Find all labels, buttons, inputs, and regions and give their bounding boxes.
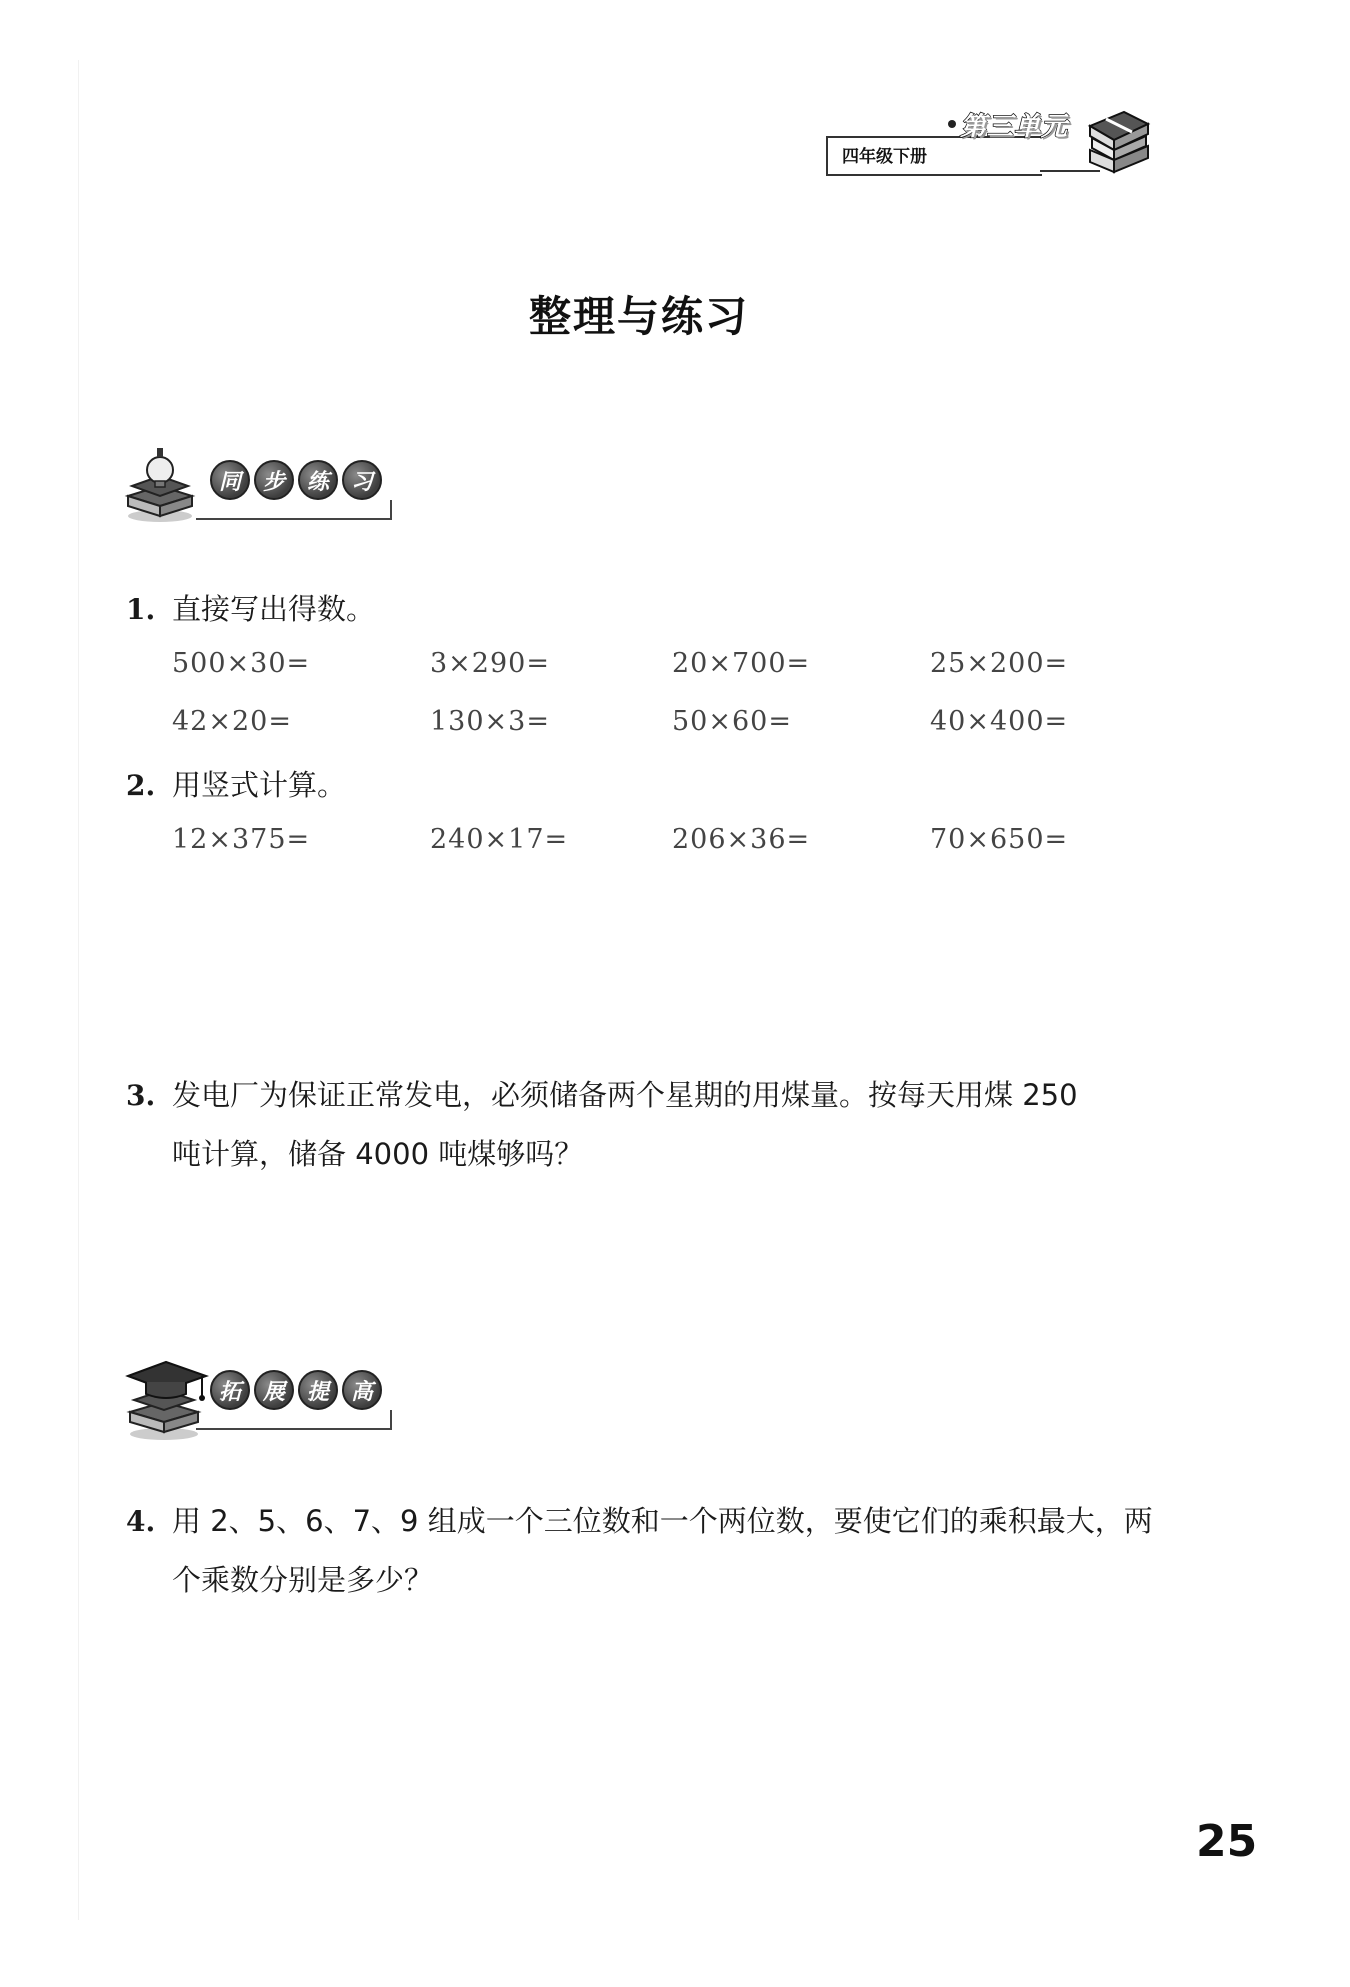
section-char: 高	[342, 1370, 382, 1410]
question-4	[126, 1492, 1153, 1609]
q2-row	[172, 824, 1172, 864]
question-number: 2.	[126, 769, 156, 802]
question-text: 直接写出得数。	[172, 592, 376, 626]
unit-dot	[948, 120, 956, 128]
question-number: 1.	[126, 593, 156, 626]
section-char: 拓	[210, 1370, 250, 1410]
section-char: 练	[298, 460, 338, 500]
section-frame	[196, 1410, 392, 1430]
page-title: 整理与练习	[528, 292, 749, 341]
book-stack-icon	[1084, 104, 1152, 176]
section-char: 提	[298, 1370, 338, 1410]
page-number: 25	[1196, 1816, 1258, 1867]
expression: 50×60=	[672, 706, 792, 737]
section-char: 展	[254, 1370, 294, 1410]
section-title-pills	[210, 460, 382, 500]
expression: 240×17=	[430, 824, 569, 855]
section-char: 同	[210, 460, 250, 500]
question-1	[126, 580, 375, 639]
expression: 130×3=	[430, 706, 550, 737]
expression: 206×36=	[672, 824, 811, 855]
grade-label: 四年级下册	[842, 147, 927, 167]
section-char: 习	[342, 460, 382, 500]
expression: 20×700=	[672, 648, 811, 679]
question-number: 4.	[126, 1505, 156, 1538]
section-banner-sync-practice	[124, 446, 404, 532]
question-number: 3.	[126, 1079, 156, 1112]
expression: 42×20=	[172, 706, 292, 737]
q1-row-2	[172, 706, 1172, 746]
unit-header	[822, 104, 1152, 184]
q1-row-1	[172, 648, 1172, 688]
unit-label: 第三单元	[960, 112, 1069, 142]
question-text-line-2: 个乘数分别是多少？	[172, 1563, 434, 1597]
question-3	[126, 1066, 1078, 1183]
section-banner-extension	[124, 1356, 404, 1442]
expression: 40×400=	[930, 706, 1069, 737]
books-lightbulb-icon	[124, 446, 204, 526]
expression: 3×290=	[430, 648, 550, 679]
question-text-line-1: 发电厂为保证正常发电，必须储备两个星期的用煤量。按每天用煤 250	[172, 1078, 1078, 1112]
section-title-pills	[210, 1370, 382, 1410]
expression: 25×200=	[930, 648, 1069, 679]
question-text: 用竖式计算。	[172, 768, 347, 802]
question-2	[126, 756, 346, 815]
expression: 500×30=	[172, 648, 311, 679]
expression: 70×650=	[930, 824, 1069, 855]
question-text-line-2: 吨计算，储备 4000 吨煤够吗？	[172, 1137, 584, 1171]
section-frame	[196, 500, 392, 520]
section-char: 步	[254, 460, 294, 500]
expression: 12×375=	[172, 824, 311, 855]
question-text-line-1: 用 2、5、6、7、9 组成一个三位数和一个两位数，要使它们的乘积最大，两	[172, 1504, 1153, 1538]
